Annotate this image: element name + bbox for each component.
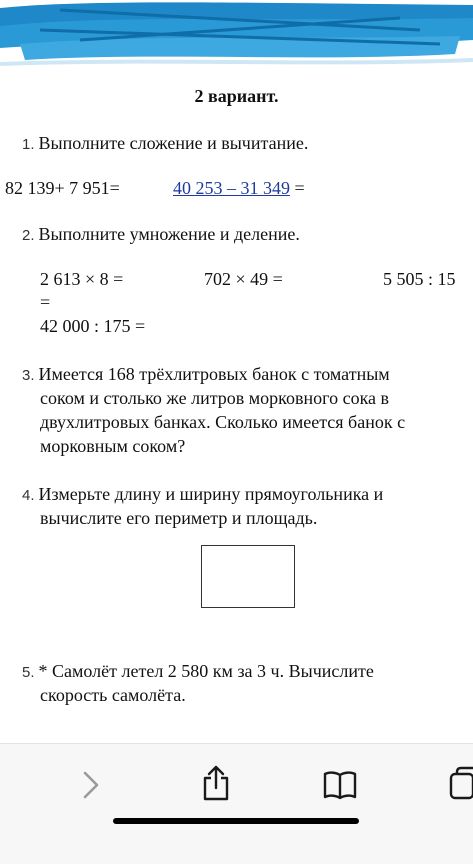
task-2-expression-c: 5 505 : 15 [383,269,456,289]
task-3-line-4: морковным соком? [40,436,186,456]
tabs-icon[interactable] [448,766,473,802]
forward-arrow-icon[interactable] [80,770,102,800]
home-indicator [113,818,359,824]
task-2-heading: 2. Выполните умножение и деление. [22,224,300,244]
scribbled-out-header [0,0,473,70]
task-4-line-2: вычислите его периметр и площадь. [40,508,318,528]
task-5-line-2: скорость самолёта. [40,685,186,705]
task-3-line-3: двухлитровых банках. Сколько имеется банок с [40,412,406,432]
browser-toolbar [0,743,473,864]
task-1-expression-2: 40 253 – 31 349 = [173,178,305,198]
task-3-line-2: соком и столько же литров морковного сока в [40,388,390,408]
variant-title: 2 вариант. [194,86,279,106]
task-3-line-1: 3. Имеется 168 трёхлитровых банок с томатным [22,364,390,384]
task-2-expression-d: 42 000 : 175 = [40,316,146,336]
task-4-line-1: 4. Измерьте длину и ширину прямоугольника и [22,484,384,504]
bookmarks-icon[interactable] [322,770,358,800]
measurement-rectangle [201,545,295,608]
expression-link[interactable]: 40 253 – 31 349 [173,178,290,198]
task-2-expression-b: 702 × 49 = [204,269,283,289]
task-2-expression-c-wrap: = [40,292,51,312]
task-1-expression-1: 82 139+ 7 951= [5,178,120,198]
task-2-expression-a: 2 613 × 8 = [40,269,124,289]
share-icon[interactable] [200,764,232,802]
task-5-line-1: 5. * Самолёт летел 2 580 км за 3 ч. Вычислите [22,661,374,681]
task-1-heading: 1. Выполните сложение и вычитание. [22,133,309,153]
